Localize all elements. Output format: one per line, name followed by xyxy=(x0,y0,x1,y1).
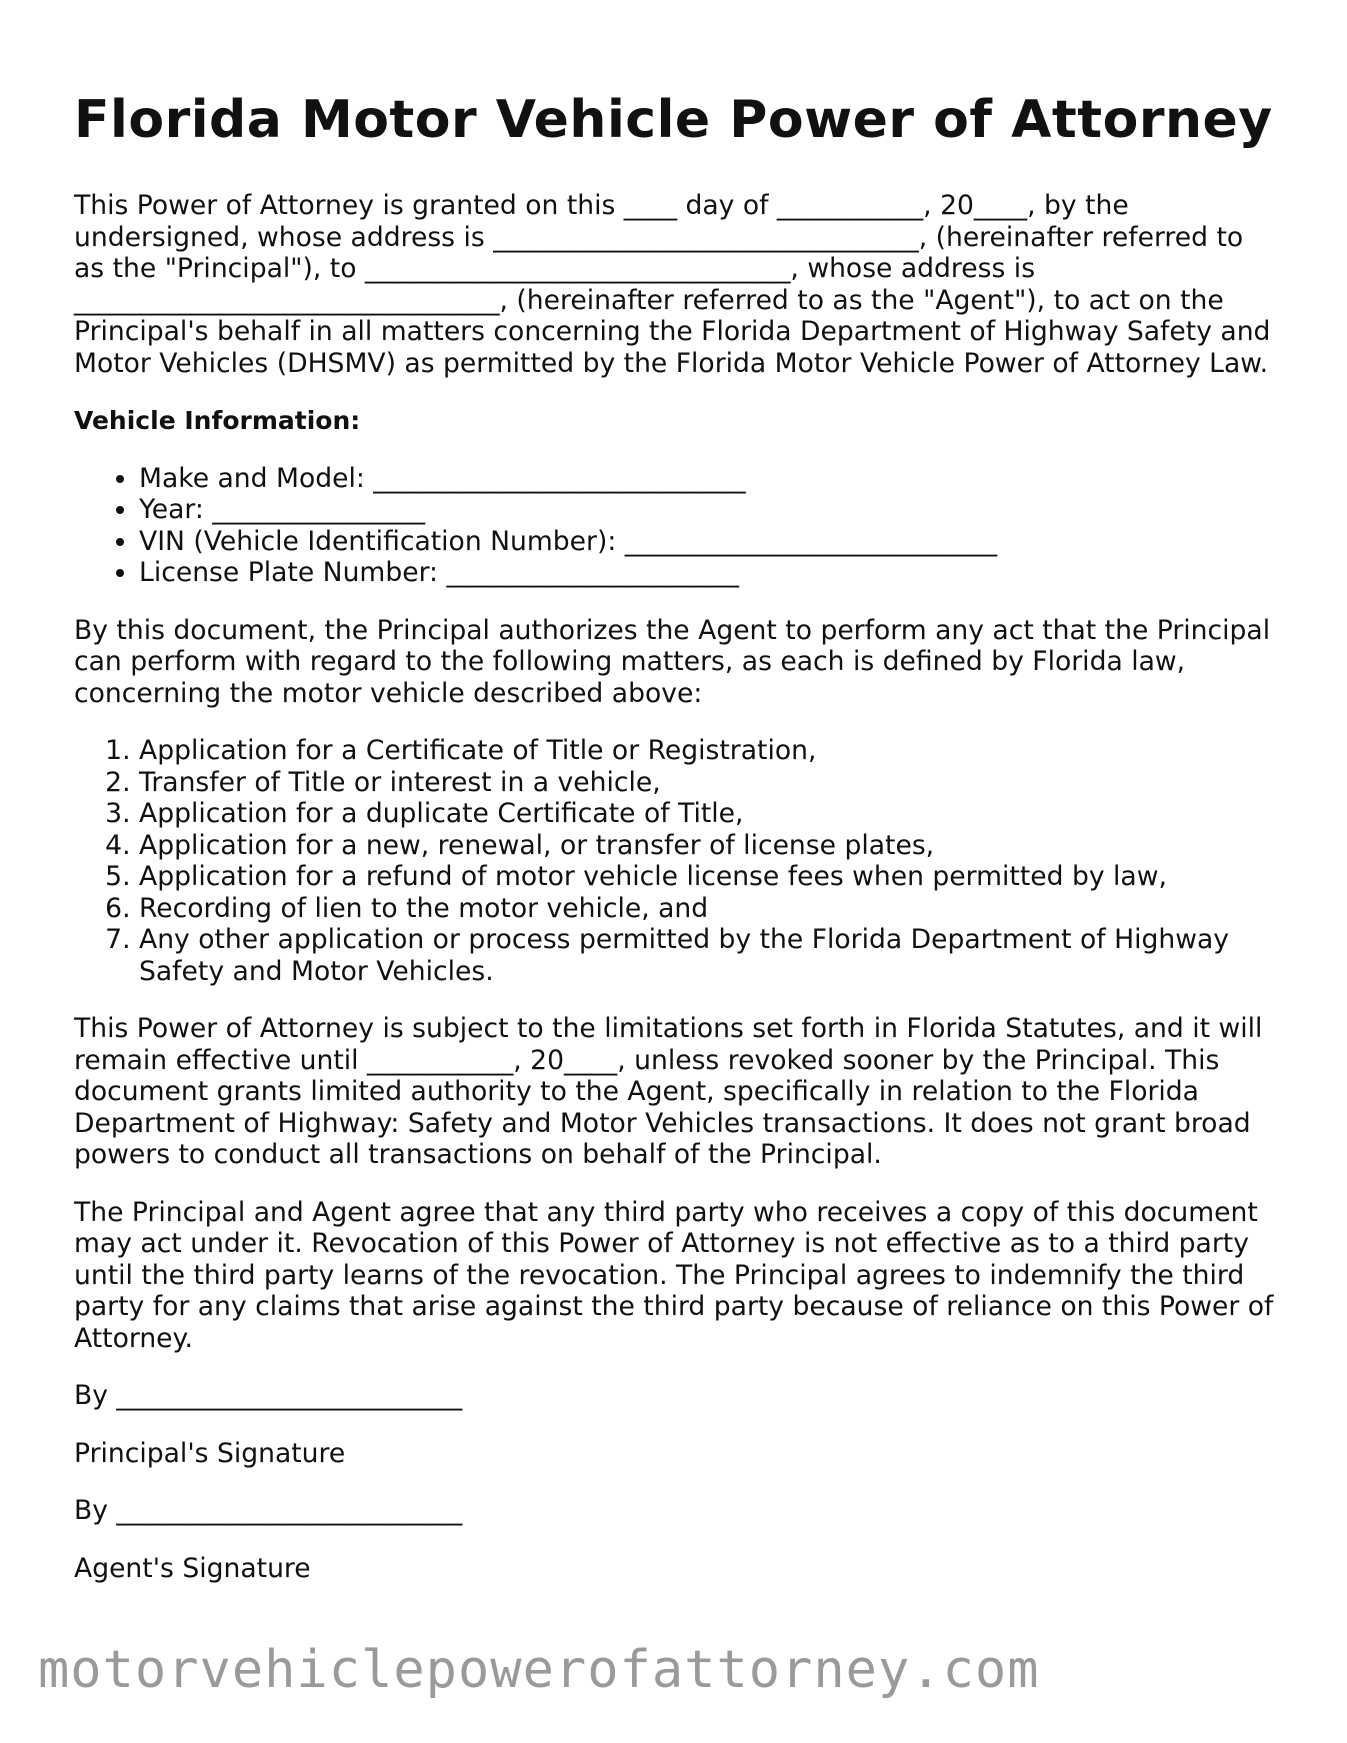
third-party-paragraph: The Principal and Agent agree that any third party who receives a copy of this document may act under it. Revocation of this Power of Attorney is not effective as to a third party until the third party learns of the revocation. The Principal agrees to indemnify the third party for any claims that arise against the third party because of reliance on this Power of Attorney. xyxy=(74,1196,1274,1354)
list-item: 4. Application for a new, renewal, or transfer of license plates, xyxy=(139,830,1274,862)
matters-list xyxy=(74,735,1274,987)
document-title: Florida Motor Vehicle Power of Attorney xyxy=(74,90,1273,150)
list-item: 2. Transfer of Title or interest in a vehicle, xyxy=(139,767,1274,799)
list-item: 3. Application for a duplicate Certificate of Title, xyxy=(139,798,1274,830)
list-item: • Make and Model: ____________________________ xyxy=(139,463,1274,495)
watermark: motorvehiclepowerofattorney.com xyxy=(38,1640,1040,1700)
list-item: • Year: ________________ xyxy=(139,494,1274,526)
authorization-paragraph: By this document, the Principal authorizes the Agent to perform any act that the Principal can perform with regard to the following matters, as each is defined by Florida law, concerning the motor vehicle described above: xyxy=(74,614,1271,709)
agent-signature-label: Agent's Signature xyxy=(74,1552,311,1584)
vehicle-fields-list xyxy=(74,463,1274,589)
limitations-paragraph: This Power of Attorney is subject to the limitations set forth in Florida Statutes, and it will remain effective until ___________, 20____, unless revoked sooner by the Principal. This document grants limited authority to the Agent, specifically in relation to the Florida Department of Highway: Safety and Motor Vehicles transactions. It does not grant broad powers to conduct all transactions on behalf of the Principal. xyxy=(74,1013,1263,1170)
list-item: • VIN (Vehicle Identification Number): ____________________________ xyxy=(139,526,1274,558)
list-item: 1. Application for a Certificate of Title or Registration, xyxy=(139,735,1274,767)
document-page xyxy=(74,88,1274,1610)
principal-signature-line: By __________________________ xyxy=(74,1380,463,1411)
list-item: 7. Any other application or process permitted by the Florida Department of Highway Safety and Motor Vehicles. xyxy=(139,924,1274,987)
intro-paragraph: This Power of Attorney is granted on this ____ day of ___________, 20____, by the undersigned, whose address is ________________________________, (hereinafter referred to as the "Principal"), to ________________________________, whose address is ________________________________, (hereinafter referred to as the "Agent"), to act on the Principal's behalf in all matters concerning the Florida Department of Highway Safety and Motor Vehicles (DHSMV) as permitted by the Florida Motor Vehicle Power of Attorney Law. xyxy=(74,190,1271,379)
agent-signature-line: By __________________________ xyxy=(74,1495,463,1526)
list-item: • License Plate Number: ______________________ xyxy=(139,557,1274,589)
principal-signature-label: Principal's Signature xyxy=(74,1437,346,1469)
vehicle-information-heading: Vehicle Information: xyxy=(74,406,361,435)
list-item: 5. Application for a refund of motor vehicle license fees when permitted by law, xyxy=(139,861,1274,893)
list-item: 6. Recording of lien to the motor vehicle, and xyxy=(139,893,1274,925)
